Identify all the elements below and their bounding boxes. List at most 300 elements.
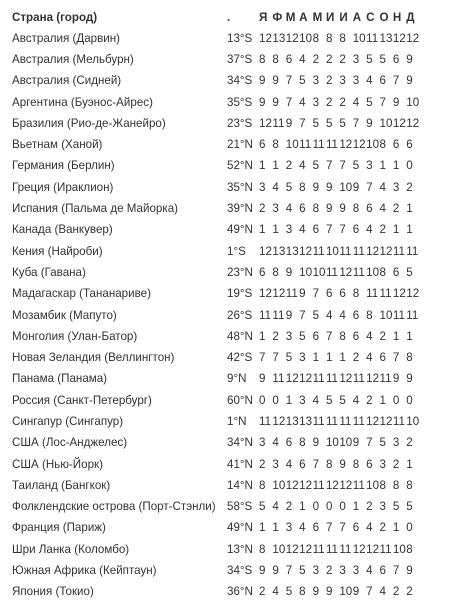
month-value-cell: 8 bbox=[406, 542, 413, 556]
country-cell: Куба (Гавана) bbox=[12, 265, 86, 279]
month-value-cell: 10 bbox=[366, 265, 380, 279]
country-cell: Бразилия (Рио-де-Жанейро) bbox=[12, 116, 166, 130]
month-value-cell: 1 bbox=[325, 351, 333, 365]
month-value-cell: 2 bbox=[406, 436, 413, 450]
month-value-cell: 10 bbox=[299, 265, 313, 279]
table-row bbox=[12, 475, 420, 496]
month-value-cell: 12 bbox=[299, 542, 313, 556]
month-value-cell: 4 bbox=[379, 180, 386, 194]
header-month: М bbox=[285, 10, 296, 24]
month-value-cell: 8 bbox=[259, 542, 266, 556]
month-value-cell: 7 bbox=[392, 74, 400, 88]
month-value-cell: 6 bbox=[325, 287, 333, 301]
month-value-cell: 7 bbox=[325, 159, 333, 173]
month-value-cell: 8 bbox=[325, 31, 333, 45]
table-row bbox=[12, 241, 420, 262]
country-cell: Мозамбик (Мапуто) bbox=[12, 308, 117, 322]
month-value-cell: 3 bbox=[379, 457, 386, 471]
month-value-cell: 6 bbox=[312, 329, 320, 343]
latitude-cell: 42°S bbox=[227, 351, 253, 365]
month-value-cell: 10 bbox=[272, 478, 286, 492]
month-value-cell: 6 bbox=[299, 457, 306, 471]
month-value-cell: 8 bbox=[272, 52, 279, 66]
month-value-cell: 4 bbox=[325, 308, 333, 322]
header-month: М bbox=[312, 10, 323, 24]
month-value-cell: 3 bbox=[352, 52, 360, 66]
month-value-cell: 8 bbox=[312, 202, 320, 216]
month-value-cell: 5 bbox=[259, 500, 266, 514]
month-value-cell: 12 bbox=[259, 31, 272, 45]
month-value-cell: 11 bbox=[379, 287, 392, 301]
month-value-cell: 2 bbox=[285, 500, 293, 514]
table-row bbox=[12, 518, 420, 539]
month-value-cell: 10 bbox=[285, 138, 299, 152]
month-value-cell: 13 bbox=[285, 414, 299, 428]
latitude-cell: 49°N bbox=[227, 521, 253, 535]
month-value-cell: 3 bbox=[299, 393, 306, 407]
table-row bbox=[12, 28, 420, 49]
latitude-cell: 35°N bbox=[227, 180, 253, 194]
table-row bbox=[12, 113, 420, 134]
month-value-cell: 13 bbox=[285, 244, 299, 258]
month-value-cell: 6 bbox=[339, 287, 346, 301]
month-value-cell: 3 bbox=[299, 351, 306, 365]
month-value-cell: 3 bbox=[352, 74, 360, 88]
month-value-cell: 3 bbox=[272, 202, 279, 216]
month-value-cell: 6 bbox=[379, 74, 386, 88]
month-value-cell: 2 bbox=[352, 351, 360, 365]
month-value-cell: 11 bbox=[312, 372, 325, 386]
month-value-cell: 2 bbox=[379, 521, 386, 535]
month-value-cell: 8 bbox=[272, 138, 279, 152]
month-value-cell: 2 bbox=[259, 202, 266, 216]
month-value-cell: 0 bbox=[406, 159, 413, 173]
month-value-cell: 12 bbox=[392, 287, 406, 301]
month-value-cell: 0 bbox=[339, 500, 346, 514]
month-value-cell: 10 bbox=[312, 265, 326, 279]
month-value-cell: 2 bbox=[392, 585, 400, 599]
month-value-cell: 10 bbox=[392, 542, 406, 556]
month-value-cell: 9 bbox=[406, 564, 413, 578]
table-row bbox=[12, 156, 420, 177]
month-value-cell: 2 bbox=[325, 95, 333, 109]
table-row bbox=[12, 262, 420, 283]
month-value-cell: 12 bbox=[339, 478, 353, 492]
month-value-cell: 8 bbox=[352, 457, 360, 471]
month-value-cell: 8 bbox=[299, 180, 306, 194]
month-value-cell: 4 bbox=[285, 202, 293, 216]
month-value-cell: 2 bbox=[366, 500, 373, 514]
month-value-cell: 11 bbox=[352, 414, 365, 428]
country-cell: Вьетнам (Ханой) bbox=[12, 138, 103, 152]
month-value-cell: 10 bbox=[339, 585, 353, 599]
month-value-cell: 11 bbox=[272, 372, 285, 386]
month-value-cell: 3 bbox=[366, 159, 373, 173]
month-value-cell: 2 bbox=[392, 202, 400, 216]
month-value-cell: 0 bbox=[325, 500, 333, 514]
header-month: А bbox=[352, 10, 362, 24]
month-value-cell: 3 bbox=[352, 564, 360, 578]
month-value-cell: 4 bbox=[379, 202, 386, 216]
month-value-cell: 6 bbox=[259, 265, 266, 279]
latitude-cell: 23°S bbox=[227, 116, 253, 130]
month-value-cell: 4 bbox=[272, 436, 279, 450]
country-cell: Шри Ланка (Коломбо) bbox=[12, 542, 130, 556]
month-value-cell: 4 bbox=[366, 329, 373, 343]
month-value-cell: 9 bbox=[312, 180, 320, 194]
month-value-cell: 8 bbox=[259, 478, 266, 492]
table-row bbox=[12, 539, 420, 560]
month-value-cell: 1 bbox=[392, 521, 400, 535]
month-value-cell: 3 bbox=[339, 74, 346, 88]
month-value-cell: 12 bbox=[285, 542, 299, 556]
latitude-cell: 14°N bbox=[227, 478, 253, 492]
month-value-cell: 2 bbox=[366, 393, 373, 407]
month-value-cell: 9 bbox=[352, 180, 360, 194]
month-value-cell: 9 bbox=[259, 95, 266, 109]
month-value-cell: 6 bbox=[285, 52, 293, 66]
month-value-cell: 2 bbox=[406, 585, 413, 599]
month-value-cell: 2 bbox=[339, 52, 346, 66]
uv-index-table bbox=[12, 7, 420, 603]
month-value-cell: 2 bbox=[406, 180, 413, 194]
month-value-cell: 7 bbox=[259, 351, 266, 365]
latitude-cell: 19°S bbox=[227, 287, 253, 301]
header-month: С bbox=[366, 10, 375, 24]
month-value-cell: 12 bbox=[259, 244, 272, 258]
table-row bbox=[12, 177, 420, 198]
month-value-cell: 9 bbox=[406, 52, 413, 66]
table-row bbox=[12, 220, 420, 241]
month-value-cell: 11 bbox=[366, 287, 379, 301]
month-value-cell: 5 bbox=[339, 116, 346, 130]
month-value-cell: 8 bbox=[406, 351, 413, 365]
month-value-cell: 8 bbox=[352, 287, 360, 301]
month-value-cell: 12 bbox=[366, 542, 380, 556]
month-value-cell: 11 bbox=[259, 414, 272, 428]
country-cell: Южная Африка (Кейптаун) bbox=[12, 564, 157, 578]
month-value-cell: 2 bbox=[339, 95, 346, 109]
month-value-cell: 10 bbox=[366, 478, 380, 492]
month-value-cell: 12 bbox=[366, 372, 380, 386]
month-value-cell: 11 bbox=[352, 478, 365, 492]
month-value-cell: 12 bbox=[379, 414, 393, 428]
month-value-cell: 6 bbox=[285, 436, 293, 450]
month-value-cell: 1 bbox=[272, 223, 279, 237]
month-value-cell: 6 bbox=[392, 52, 400, 66]
month-value-cell: 9 bbox=[339, 202, 346, 216]
table-row bbox=[12, 92, 420, 113]
month-value-cell: 11 bbox=[325, 542, 338, 556]
month-value-cell: 9 bbox=[285, 265, 293, 279]
month-value-cell: 6 bbox=[406, 138, 413, 152]
month-value-cell: 7 bbox=[312, 457, 320, 471]
header-month: Д bbox=[406, 10, 415, 24]
month-value-cell: 12 bbox=[366, 414, 380, 428]
month-value-cell: 6 bbox=[259, 138, 266, 152]
month-value-cell: 6 bbox=[379, 351, 386, 365]
table-row bbox=[12, 560, 420, 581]
month-value-cell: 5 bbox=[285, 351, 293, 365]
table-row bbox=[12, 497, 420, 518]
latitude-cell: 1°S bbox=[227, 244, 246, 258]
month-value-cell: 11 bbox=[392, 414, 405, 428]
month-value-cell: 11 bbox=[352, 372, 365, 386]
month-value-cell: 9 bbox=[406, 372, 413, 386]
month-value-cell: 5 bbox=[366, 52, 373, 66]
month-value-cell: 5 bbox=[379, 52, 386, 66]
month-value-cell: 9 bbox=[352, 585, 360, 599]
month-value-cell: 7 bbox=[379, 95, 386, 109]
month-value-cell: 7 bbox=[325, 329, 333, 343]
month-value-cell: 11 bbox=[312, 414, 325, 428]
month-value-cell: 1 bbox=[406, 329, 413, 343]
month-value-cell: 9 bbox=[352, 436, 360, 450]
month-value-cell: 8 bbox=[379, 265, 386, 279]
month-value-cell: 9 bbox=[392, 372, 400, 386]
month-value-cell: 1 bbox=[312, 351, 320, 365]
month-value-cell: 10 bbox=[406, 414, 420, 428]
month-value-cell: 1 bbox=[272, 159, 279, 173]
month-value-cell: 4 bbox=[272, 500, 279, 514]
latitude-cell: 26°S bbox=[227, 308, 253, 322]
latitude-cell: 52°N bbox=[227, 159, 253, 173]
month-value-cell: 2 bbox=[259, 457, 266, 471]
country-cell: Греция (Ираклион) bbox=[12, 180, 114, 194]
month-value-cell: 13 bbox=[272, 31, 286, 45]
country-cell: Япония (Токио) bbox=[12, 585, 94, 599]
country-cell: Франция (Париж) bbox=[12, 521, 106, 535]
month-value-cell: 3 bbox=[392, 436, 400, 450]
month-value-cell: 5 bbox=[325, 393, 333, 407]
month-value-cell: 1 bbox=[259, 159, 266, 173]
month-value-cell: 3 bbox=[379, 500, 386, 514]
table-row bbox=[12, 134, 420, 155]
month-value-cell: 5 bbox=[299, 564, 306, 578]
month-value-cell: 8 bbox=[392, 478, 400, 492]
latitude-cell: 41°N bbox=[227, 457, 253, 471]
month-value-cell: 6 bbox=[352, 521, 360, 535]
month-value-cell: 11 bbox=[312, 138, 325, 152]
month-value-cell: 8 bbox=[312, 31, 320, 45]
latitude-cell: 37°S bbox=[227, 52, 253, 66]
month-value-cell: 7 bbox=[285, 564, 293, 578]
month-value-cell: 5 bbox=[352, 159, 360, 173]
country-cell: Сингапур (Сингапур) bbox=[12, 414, 124, 428]
month-value-cell: 11 bbox=[352, 265, 365, 279]
month-value-cell: 11 bbox=[312, 244, 325, 258]
month-value-cell: 2 bbox=[325, 74, 333, 88]
latitude-cell: 35°S bbox=[227, 95, 253, 109]
month-value-cell: 11 bbox=[366, 31, 379, 45]
month-value-cell: 1 bbox=[339, 351, 346, 365]
table-header-row bbox=[12, 7, 420, 28]
month-value-cell: 7 bbox=[392, 351, 400, 365]
month-value-cell: 6 bbox=[312, 223, 320, 237]
table-row bbox=[12, 369, 420, 390]
latitude-cell: 58°S bbox=[227, 500, 253, 514]
month-value-cell: 12 bbox=[299, 372, 313, 386]
month-value-cell: 9 bbox=[312, 585, 320, 599]
month-value-cell: 4 bbox=[379, 585, 386, 599]
month-value-cell: 7 bbox=[272, 351, 279, 365]
month-value-cell: 12 bbox=[285, 31, 299, 45]
country-cell: Испания (Пальма де Майорка) bbox=[12, 202, 178, 216]
month-value-cell: 5 bbox=[325, 116, 333, 130]
month-value-cell: 4 bbox=[339, 308, 346, 322]
month-value-cell: 9 bbox=[392, 95, 400, 109]
month-value-cell: 12 bbox=[392, 116, 406, 130]
month-value-cell: 11 bbox=[339, 414, 352, 428]
month-value-cell: 5 bbox=[312, 116, 320, 130]
month-value-cell: 10 bbox=[379, 308, 393, 322]
month-value-cell: 11 bbox=[352, 244, 365, 258]
month-value-cell: 5 bbox=[392, 500, 400, 514]
month-value-cell: 8 bbox=[379, 478, 386, 492]
latitude-cell: 34°S bbox=[227, 564, 253, 578]
month-value-cell: 8 bbox=[299, 436, 306, 450]
month-value-cell: 12 bbox=[259, 116, 272, 130]
month-value-cell: 9 bbox=[312, 436, 320, 450]
month-value-cell: 12 bbox=[406, 287, 420, 301]
country-cell: Панама (Панама) bbox=[12, 372, 108, 386]
month-value-cell: 5 bbox=[406, 265, 413, 279]
month-value-cell: 4 bbox=[272, 180, 279, 194]
month-value-cell: 12 bbox=[299, 244, 313, 258]
month-value-cell: 6 bbox=[366, 457, 373, 471]
month-value-cell: 9 bbox=[285, 116, 293, 130]
table-row bbox=[12, 71, 420, 92]
table-row bbox=[12, 390, 420, 411]
month-value-cell: 12 bbox=[272, 287, 286, 301]
month-value-cell: 8 bbox=[339, 329, 346, 343]
table-row bbox=[12, 347, 420, 368]
month-value-cell: 4 bbox=[352, 393, 360, 407]
month-value-cell: 7 bbox=[285, 74, 293, 88]
month-value-cell: 1 bbox=[299, 500, 306, 514]
month-value-cell: 2 bbox=[259, 585, 266, 599]
country-cell: Австралия (Мельбурн) bbox=[12, 52, 134, 66]
month-value-cell: 0 bbox=[406, 521, 413, 535]
month-value-cell: 12 bbox=[272, 414, 286, 428]
table-row bbox=[12, 411, 420, 432]
latitude-cell: 21°N bbox=[227, 138, 253, 152]
month-value-cell: 12 bbox=[392, 31, 406, 45]
header-latitude: . bbox=[227, 10, 231, 24]
month-value-cell: 2 bbox=[379, 223, 386, 237]
month-value-cell: 10 bbox=[299, 31, 313, 45]
month-value-cell: 8 bbox=[259, 52, 266, 66]
table-row bbox=[12, 454, 420, 475]
month-value-cell: 4 bbox=[299, 52, 306, 66]
month-value-cell: 6 bbox=[352, 329, 360, 343]
month-value-cell: 3 bbox=[259, 436, 266, 450]
table-row bbox=[12, 305, 420, 326]
latitude-cell: 1°N bbox=[227, 414, 247, 428]
header-month: И bbox=[339, 10, 348, 24]
month-value-cell: 6 bbox=[392, 265, 400, 279]
month-value-cell: 6 bbox=[312, 521, 320, 535]
table-row bbox=[12, 326, 420, 347]
month-value-cell: 12 bbox=[352, 542, 366, 556]
month-value-cell: 1 bbox=[259, 521, 266, 535]
country-cell: США (Лос-Анджелес) bbox=[12, 436, 128, 450]
latitude-cell: 39°N bbox=[227, 202, 253, 216]
month-value-cell: 3 bbox=[312, 95, 320, 109]
country-cell: Мадагаскар (Тананариве) bbox=[12, 287, 151, 301]
month-value-cell: 9 bbox=[339, 457, 346, 471]
month-value-cell: 9 bbox=[259, 74, 266, 88]
month-value-cell: 11 bbox=[325, 138, 338, 152]
month-value-cell: 10 bbox=[272, 542, 286, 556]
month-value-cell: 0 bbox=[392, 393, 400, 407]
month-value-cell: 2 bbox=[272, 329, 279, 343]
month-value-cell: 5 bbox=[406, 500, 413, 514]
latitude-cell: 49°N bbox=[227, 223, 253, 237]
latitude-cell: 13°N bbox=[227, 542, 253, 556]
month-value-cell: 6 bbox=[366, 202, 373, 216]
month-value-cell: 8 bbox=[339, 31, 346, 45]
table-body bbox=[12, 28, 420, 603]
table-row bbox=[12, 284, 420, 305]
latitude-cell: 9°N bbox=[227, 372, 247, 386]
month-value-cell: 1 bbox=[352, 500, 360, 514]
month-value-cell: 2 bbox=[325, 52, 333, 66]
month-value-cell: 3 bbox=[285, 329, 293, 343]
month-value-cell: 10 bbox=[325, 244, 339, 258]
month-value-cell: 4 bbox=[299, 95, 306, 109]
month-value-cell: 11 bbox=[285, 287, 298, 301]
month-value-cell: 9 bbox=[366, 116, 373, 130]
month-value-cell: 4 bbox=[272, 585, 279, 599]
month-value-cell: 11 bbox=[339, 244, 352, 258]
month-value-cell: 5 bbox=[312, 159, 320, 173]
month-value-cell: 11 bbox=[406, 308, 419, 322]
latitude-cell: 23°N bbox=[227, 265, 253, 279]
month-value-cell: 4 bbox=[352, 95, 360, 109]
month-value-cell: 1 bbox=[379, 393, 386, 407]
month-value-cell: 12 bbox=[352, 138, 366, 152]
month-value-cell: 7 bbox=[325, 223, 333, 237]
month-value-cell: 12 bbox=[339, 265, 353, 279]
month-value-cell: 1 bbox=[406, 223, 413, 237]
month-value-cell: 12 bbox=[285, 372, 299, 386]
month-value-cell: 3 bbox=[339, 564, 346, 578]
month-value-cell: 0 bbox=[312, 500, 320, 514]
month-value-cell: 1 bbox=[272, 521, 279, 535]
month-value-cell: 8 bbox=[325, 457, 333, 471]
month-value-cell: 13 bbox=[272, 244, 286, 258]
month-value-cell: 12 bbox=[285, 478, 299, 492]
month-value-cell: 0 bbox=[272, 393, 279, 407]
month-value-cell: 1 bbox=[392, 223, 400, 237]
month-value-cell: 8 bbox=[299, 585, 306, 599]
country-cell: Кения (Найроби) bbox=[12, 244, 103, 258]
month-value-cell: 11 bbox=[379, 372, 392, 386]
month-value-cell: 12 bbox=[366, 244, 380, 258]
latitude-cell: 13°S bbox=[227, 31, 253, 45]
header-month: Я bbox=[259, 10, 268, 24]
header-month: И bbox=[325, 10, 335, 24]
month-value-cell: 12 bbox=[339, 372, 353, 386]
month-value-cell: 11 bbox=[406, 244, 419, 258]
month-value-cell: 1 bbox=[392, 159, 400, 173]
month-value-cell: 7 bbox=[312, 287, 320, 301]
month-value-cell: 8 bbox=[379, 138, 386, 152]
month-value-cell: 7 bbox=[339, 223, 346, 237]
month-value-cell: 11 bbox=[312, 542, 325, 556]
month-value-cell: 9 bbox=[285, 308, 293, 322]
